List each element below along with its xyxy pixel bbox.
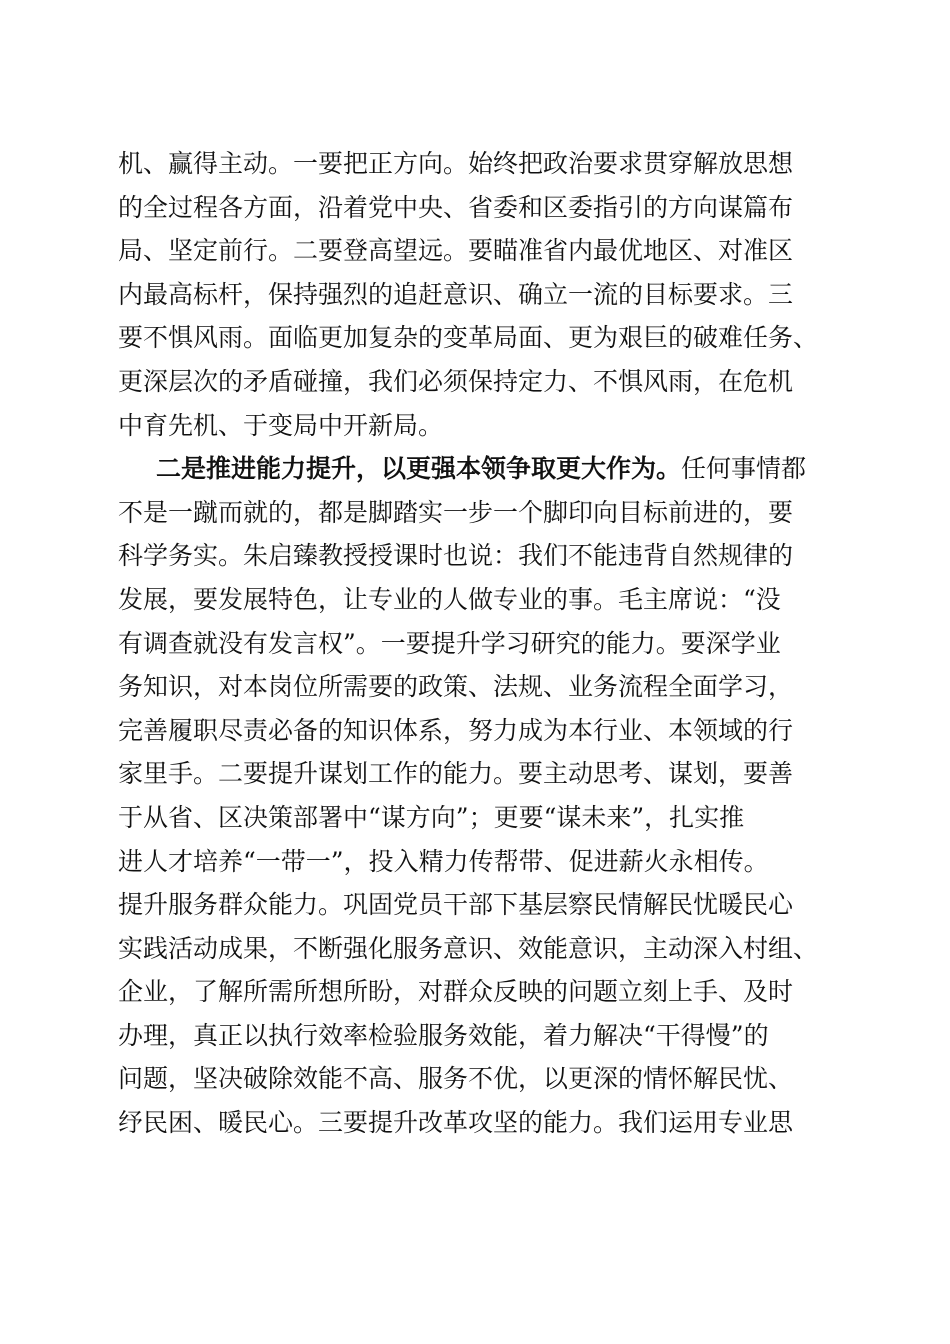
text-line: 发展，要发展特色，让专业的人做专业的事。毛主席说：“没 bbox=[118, 584, 781, 614]
text-line: 办理，真正以执行效率检验服务效能，着力解决“干得慢”的 bbox=[118, 1020, 769, 1050]
text-line: 更深层次的矛盾碰撞，我们必须保持定力、不惧风雨，在危机 bbox=[118, 366, 794, 396]
text-line: 有调查就没有发言权”。一要提升学习研究的能力。要深学业 bbox=[118, 628, 781, 658]
text-line: 于从省、区决策部署中“谋方向”；更要“谋未来”，扎实推 bbox=[118, 802, 745, 832]
text-line: 机、赢得主动。一要把正方向。始终把政治要求贯穿解放思想 bbox=[118, 149, 794, 178]
text-line: 问题，坚决破除效能不高、服务不优，以更深的情怀解民忧、 bbox=[118, 1064, 794, 1094]
paragraph-heading-tail: 任何事情都 bbox=[681, 454, 807, 484]
text-line: 要不惧风雨。面临更加复杂的变革局面、更为艰巨的破难任务、 bbox=[118, 323, 819, 353]
text-line: 务知识，对本岗位所需要的政策、法规、业务流程全面学习， bbox=[118, 672, 794, 702]
text-line: 家里手。二要提升谋划工作的能力。要主动思考、谋划，要善 bbox=[118, 759, 794, 789]
text-line: 内最高标杆，保持强烈的追赶意识、确立一流的目标要求。三 bbox=[118, 279, 794, 309]
paragraph-heading-line bbox=[118, 447, 838, 491]
text-line: 纾民困、暖民心。三要提升改革攻坚的能力。我们运用专业思 bbox=[118, 1108, 794, 1138]
document-body bbox=[118, 142, 838, 1145]
text-line: 提升服务群众能力。巩固党员干部下基层察民情解民忧暖民心 bbox=[118, 890, 794, 920]
paragraph-heading: 二是推进能力提升，以更强本领争取更大作为。 bbox=[156, 454, 682, 484]
text-line: 的全过程各方面，沿着党中央、省委和区委指引的方向谋篇布 bbox=[118, 192, 794, 222]
text-line: 完善履职尽责必备的知识体系，努力成为本行业、本领域的行 bbox=[118, 715, 794, 745]
text-line: 中育先机、于变局中开新局。 bbox=[118, 410, 444, 440]
text-line: 不是一蹴而就的，都是脚踏实一步一个脚印向目标前进的，要 bbox=[118, 497, 794, 527]
text-line: 局、坚定前行。二要登高望远。要瞄准省内最优地区、对准区 bbox=[118, 236, 794, 266]
text-line: 科学务实。朱启臻教授授课时也说：我们不能违背自然规律的 bbox=[118, 541, 794, 571]
text-line: 企业，了解所需所想所盼，对群众反映的问题立刻上手、及时 bbox=[118, 977, 794, 1007]
text-line: 实践活动成果，不断强化服务意识、效能意识，主动深入村组、 bbox=[118, 933, 819, 963]
text-line: 进人才培养“一带一”，投入精力传帮带、促进薪火永相传。 bbox=[118, 846, 769, 876]
